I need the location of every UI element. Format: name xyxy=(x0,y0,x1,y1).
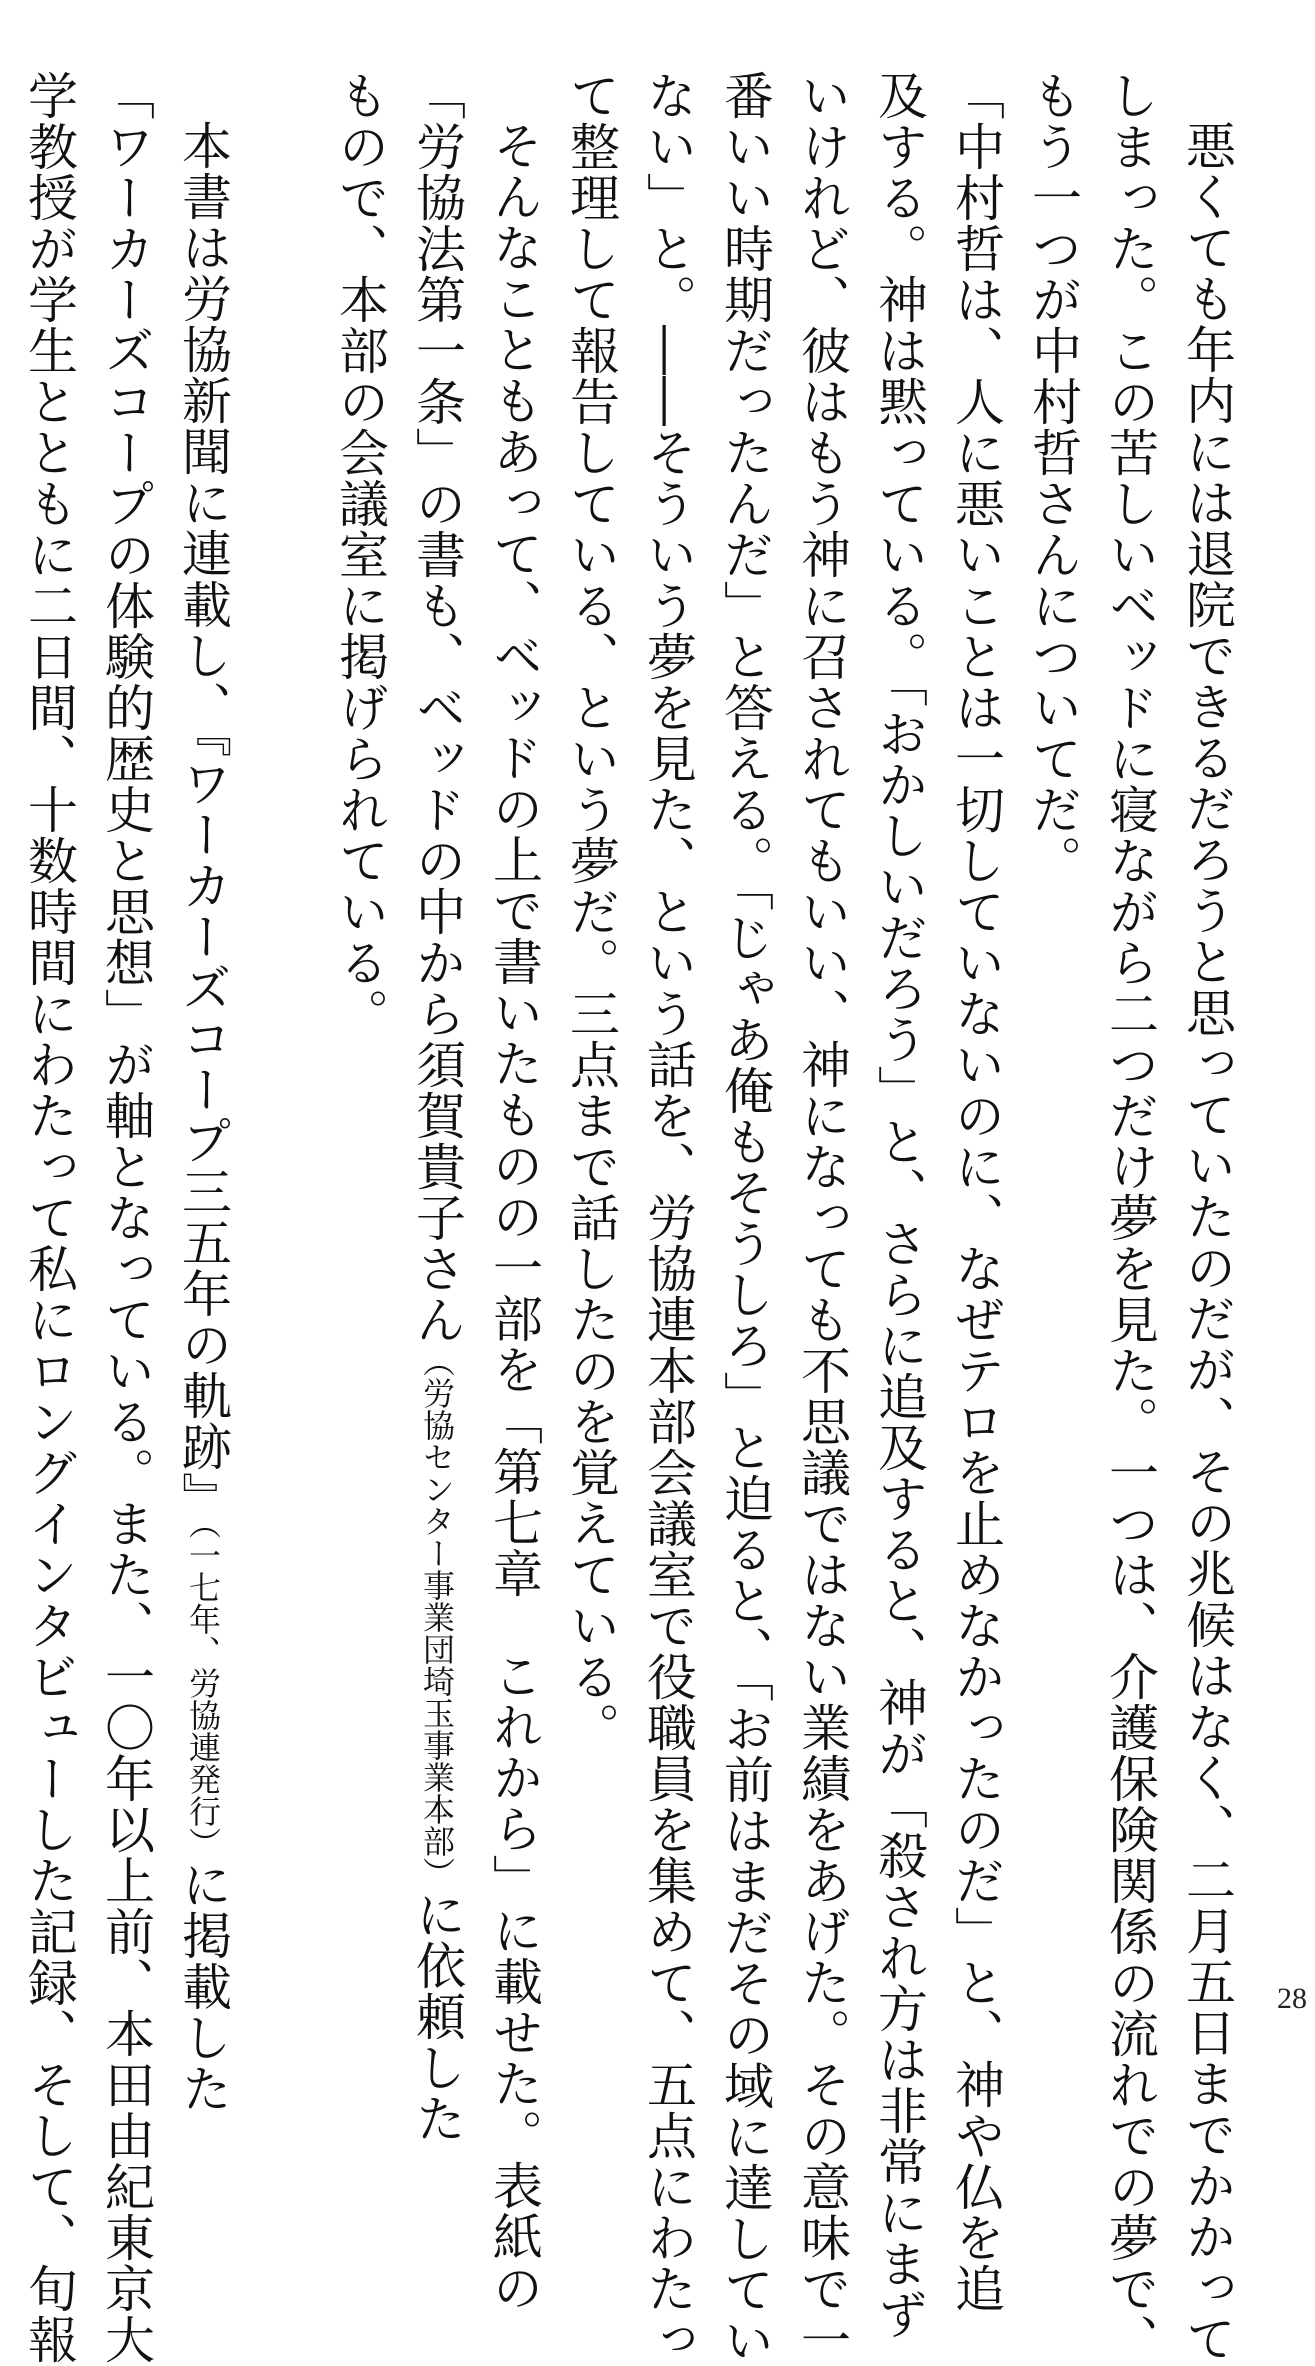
text-line: 及する。神は黙っている。「おかしいだろう」と、さらに追及すると、神が「殺され方は非常にまず xyxy=(870,70,928,2340)
text-line: 学教授が学生とともに二日間、十数時間にわたって私にロングインタビューした記録、そして、旬報 xyxy=(20,70,78,2365)
text-line: 番いい時期だったんだ」と答える。「じゃあ俺もそうしろ」と迫ると、「お前はまだその域に達してい xyxy=(716,70,774,2366)
text-line: 悪くても年内には退院できるだろうと思っていたのだが、その兆候はなく、二月五日までかかって xyxy=(1178,120,1236,2364)
annotation-small-text: （一七年、労協連発行） xyxy=(184,1523,222,1859)
text-line: そんなこともあって、ベッドの上で書いたものの一部を「第七章 これから」に載せた。表紙の xyxy=(485,120,543,2313)
text-line: て整理して報告している、という夢だ。三点まで話したのを覚えている。 xyxy=(562,70,620,1753)
text-segment: に掲載した xyxy=(174,1859,232,2114)
text-line: ない」と。――そういう夢を見た、という話を、労協連本部会議室で役職員を集めて、五点にわたっ xyxy=(639,70,697,2365)
page-number: 28 xyxy=(1277,1982,1307,2015)
text-line: しまった。この苦しいベッドに寝ながら二つだけ夢を見た。一つは、介護保険関係の流れでの夢で、 xyxy=(1101,70,1159,2365)
annotation-small-text: （労協センター事業団埼玉事業本部） xyxy=(418,1345,456,1889)
text-line xyxy=(164,70,241,2114)
text-segment: に依頼した xyxy=(408,1889,466,2144)
text-segment: 本書は労協新聞に連載し、『ワーカーズコープ三五年の軌跡』 xyxy=(174,120,232,1523)
text-line: 「中村哲は、人に悪いことは一切していないのに、なぜテロを止めなかったのだ」と、神や仏を追 xyxy=(947,70,1005,2314)
text-line xyxy=(0,70,10,1880)
text-line: もので、本部の会議室に掲げられている。 xyxy=(331,70,389,1039)
text-line: いけれど、彼はもう神に召されてもいい、神になっても不思議ではない業績をあげた。その意味で一 xyxy=(793,70,851,2365)
text-line xyxy=(398,70,475,2144)
text-segment: 「労協法第一条」の書も、ベッドの中から須賀貴子さん xyxy=(408,70,466,1345)
text-line: 「ワーカーズコープの体験的歴史と思想」が軸となっている。また、一〇年以上前、本田由紀東京大 xyxy=(97,70,155,2365)
vertical-text-block xyxy=(0,70,1245,2366)
text-line: もう一つが中村哲さんについてだ。 xyxy=(1024,70,1082,886)
paragraph-gap xyxy=(241,70,321,1880)
